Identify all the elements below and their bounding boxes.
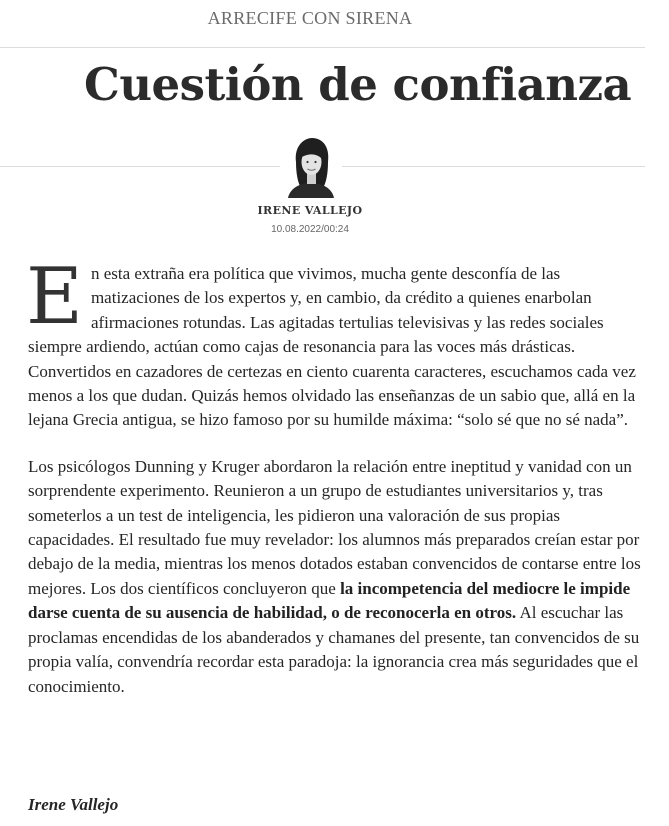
article-headline: Cuestión de confianza xyxy=(84,58,632,111)
section-label[interactable]: ARRECIFE CON SIRENA xyxy=(207,8,413,28)
author-signature: Irene Vallejo xyxy=(28,795,119,814)
article-body xyxy=(26,252,646,721)
publish-date: 10.08.2022/00:24 xyxy=(271,224,349,235)
drop-cap: E xyxy=(26,252,83,342)
author-name[interactable]: IRENE VALLEJO xyxy=(257,204,363,217)
paragraph-1-text: n esta extraña era política que vivimos, mucha gente desconfía de las matizaciones de los expertos y, en cambio, da crédito a quienes enarbolan afirmaciones rotundas. Las agitadas tertulias televisivas y las redes sociales siempre ardiendo, actúan como cajas de resonancia para las voces más drásticas. Convertidos en cazadores de certezas en ciento cuarenta caracteres, escuchamos cada vez menos a los que dudan. Quizás hemos olvidado las enseñanzas de un sabio que, allá en la lejana Grecia antigua, se hizo famoso por su humilde máxima: “solo sé que no sé nada”. xyxy=(28,264,636,430)
author-portrait-icon[interactable] xyxy=(280,136,342,198)
paragraph-2-text-after: Al escuchar las proclamas encendidas de los abanderados y chamanes del presente, tan convencidos de su propia valía, convendría recordar esta paradoja: la ignorancia crea más seguridades que el conocimiento. xyxy=(28,603,640,696)
paragraph-2-highlight: la incompetencia del mediocre le impide darse cuenta de su ausencia de habilidad, o de reconocerla en otros. xyxy=(28,578,631,623)
paragraph-2 xyxy=(28,455,646,699)
paragraph-1 xyxy=(26,252,646,433)
top-divider xyxy=(0,47,645,48)
paragraph-2-text-before: Los psicólogos Dunning y Kruger abordaron la relación entre ineptitud y vanidad con un sorprendente experimento. Reunieron a un grupo de estudiantes universitarios y, tras someterlos a un test de inteligencia, les pidieron una valoración de sus propias capacidades. El resultado fue muy revelador: los alumnos más preparados creían estar por debajo de la media, mientras los menos dotados estaban convencidos de contarse entre los mejores. Los dos científicos concluyeron que xyxy=(28,456,641,598)
